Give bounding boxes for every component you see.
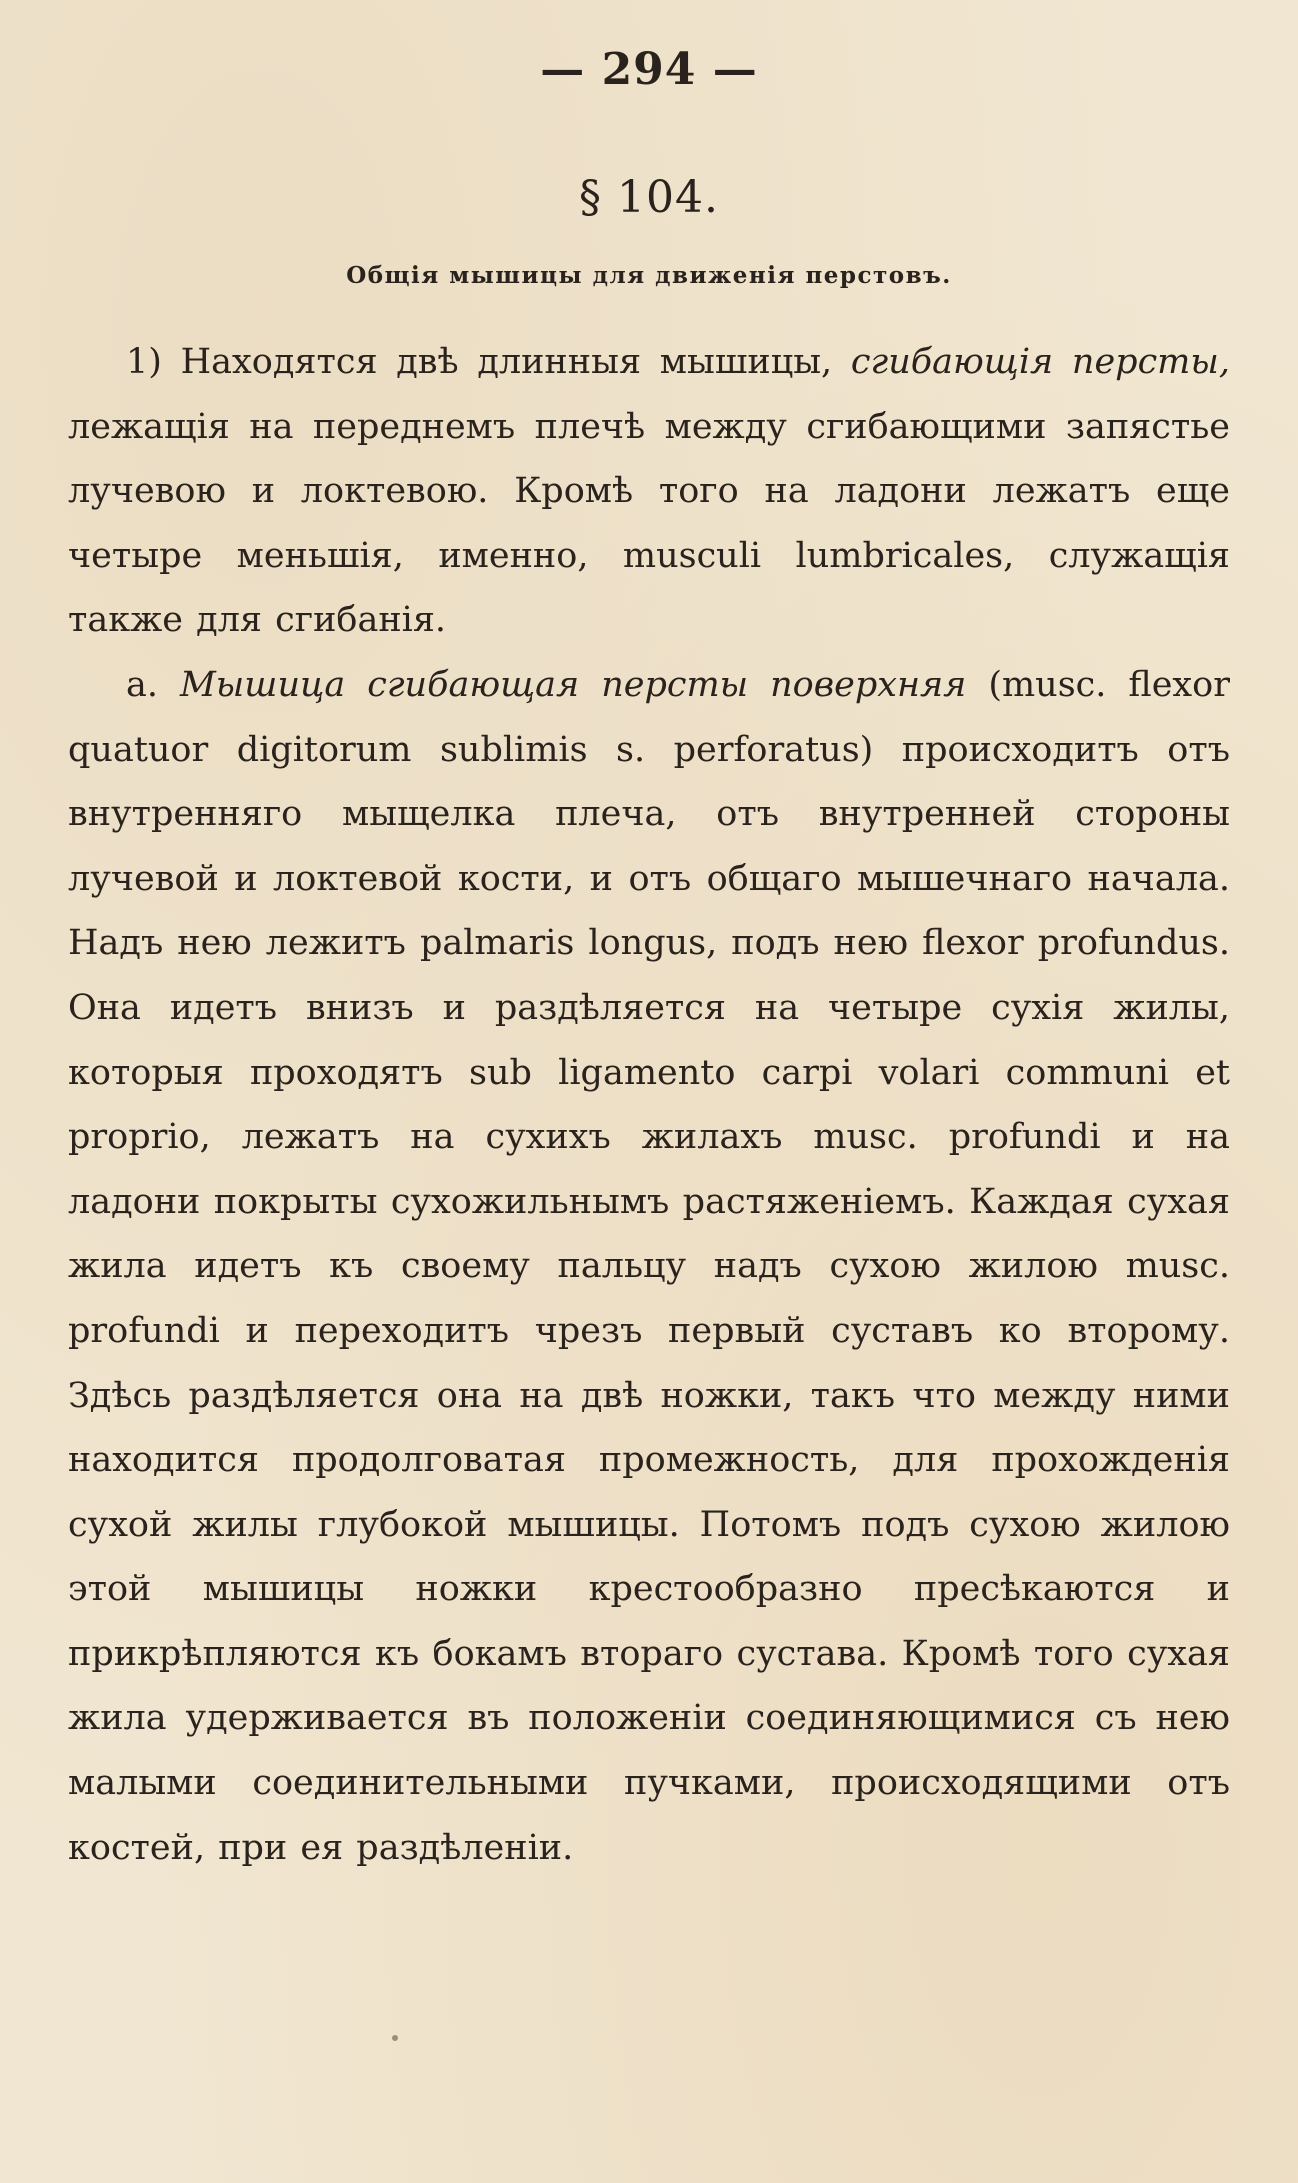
paragraph-1-start: 1) Находятся двѣ длинныя мышицы, bbox=[126, 342, 851, 382]
paragraph-2-italic: Мышица сгибающая персты поверхняя bbox=[179, 664, 967, 705]
paragraph-1-end: лежащія на переднемъ плечѣ между сгибающими запястье лучевою и локтевою. Кромѣ того на ладони лежатъ еще четыре меньшія, именно, musculi lumbricales, служащія также для сгибанія. bbox=[68, 406, 1230, 641]
section-heading: Общія мышицы для движенія перстовъ. bbox=[346, 262, 952, 289]
paragraph-2-start: а. bbox=[126, 664, 180, 705]
body-text bbox=[68, 330, 1230, 1880]
ink-spot bbox=[392, 2035, 398, 2041]
paragraph-2-end: (musc. flexor quatuor digitorum sublimis s. perforatus) происходитъ отъ внутренняго мыщелка плеча, отъ внутренней стороны лучевой и локтевой кости, и отъ общаго мышечнаго начала. Надъ нею лежитъ palmaris longus, подъ нею flexor profundus. Она идетъ внизъ и раздѣляется на четыре сухія жилы, которыя проходятъ sub ligamento carpi volari communi et proprio, лежатъ на сухихъ жилахъ musc. profundi и на ладони покрыты сухожильнымъ растяженіемъ. Каждая сухая жила идетъ къ своему пальцу надъ сухою жилою musc. profundi и переходитъ чрезъ первый суставъ ко второму. Здѣсь раздѣляется она на двѣ ножки, такъ что между ними находится продолговатая промежность, для прохожденія сухой жилы глубокой мышицы. Потомъ подъ сухою жилою этой мышицы ножки крестообразно пресѣкаются и прикрѣпляются къ бокамъ втораго сустава. Кромѣ того сухая жила удерживается въ положеніи соединяющимися съ нею малыми соединительными пучками, происходящими отъ костей, при ея раздѣленіи. bbox=[68, 664, 1230, 1868]
section-number: § 104. bbox=[579, 172, 719, 223]
paragraph-2 bbox=[68, 653, 1230, 1880]
paragraph-1-italic: сгибающія персты, bbox=[850, 342, 1231, 382]
page-number: — 294 — bbox=[540, 44, 758, 95]
paragraph-1 bbox=[68, 330, 1230, 653]
